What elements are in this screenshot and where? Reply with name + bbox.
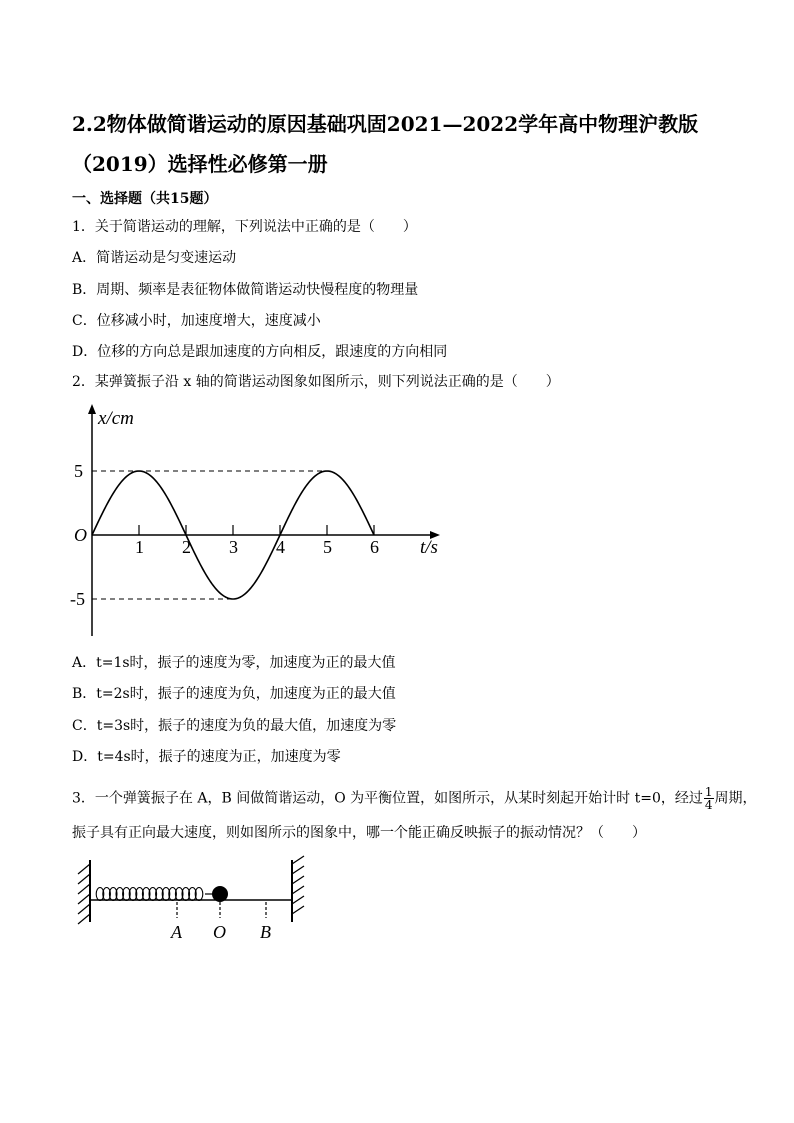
x-tick-label-2: 2	[182, 537, 191, 557]
x-axis-label: t/s	[420, 537, 438, 558]
question-2-option-d: D．t=4s时，振子的速度为正，加速度为零	[72, 749, 341, 765]
label-a: A	[171, 922, 182, 942]
question-3-stem-text: 3．一个弹簧振子在 A，B 间做简谐运动，O 为平衡位置，如图所示，从某时刻起开始计时 t=0，经过	[72, 790, 703, 807]
origin-label: O	[74, 525, 87, 545]
fraction-numerator: 1	[704, 785, 713, 799]
quarter-fraction	[704, 786, 714, 811]
spring-oscillator-figure	[70, 852, 310, 947]
question-2-option-c: C．t=3s时，振子的速度为负的最大值，加速度为零	[72, 718, 397, 734]
left-wall-hatching	[78, 864, 90, 924]
right-wall-hatching	[292, 856, 304, 914]
spring	[96, 888, 203, 901]
question-2-stem: 2．某弹簧振子沿 x 轴的简谐运动图象如图所示，则下列说法正确的是（ ）	[72, 374, 560, 390]
question-1-option-a: A．简谐运动是匀变速运动	[72, 250, 237, 266]
x-tick-label-3: 3	[229, 537, 238, 557]
question-1-stem: 1．关于简谐运动的理解，下列说法中正确的是（ ）	[72, 219, 417, 235]
question-3-stem-line1	[72, 786, 757, 811]
x-tick-label-1: 1	[135, 537, 144, 557]
displacement-time-chart	[70, 400, 450, 645]
question-3-stem-tail: 周期，	[714, 790, 757, 807]
x-tick-label-5: 5	[323, 537, 332, 557]
question-2-option-a: A．t=1s时，振子的速度为零，加速度为正的最大值	[72, 655, 396, 671]
y-axis-label: x/cm	[98, 408, 134, 429]
x-tick-label-6: 6	[370, 537, 379, 557]
y-tick-label-5: 5	[74, 461, 83, 481]
page-title: 2.2物体做简谐运动的原因基础巩固2021—2022学年高中物理沪教版（2019）选择性必修第一册	[72, 112, 699, 176]
y-tick-label-neg5: -5	[70, 589, 85, 609]
label-o: O	[213, 922, 226, 942]
fraction-denominator: 4	[704, 798, 713, 812]
question-2-option-b: B．t=2s时，振子的速度为负，加速度为正的最大值	[72, 686, 396, 702]
oscillator-ball	[212, 886, 228, 902]
question-1-option-c: C．位移减小时，加速度增大，速度减小	[72, 313, 321, 329]
question-1-option-b: B．周期、频率是表征物体做简谐运动快慢程度的物理量	[72, 282, 419, 298]
section-heading: 一、选择题（共15题）	[72, 191, 218, 207]
x-tick-label-4: 4	[276, 537, 285, 557]
label-b: B	[260, 922, 271, 942]
y-axis-arrow	[88, 404, 96, 414]
question-1-option-d: D．位移的方向总是跟加速度的方向相反，跟速度的方向相同	[72, 344, 448, 360]
question-3-stem-line2: 振子具有正向最大速度，则如图所示的图象中，哪一个能正确反映振子的振动情况？（ ）	[72, 825, 646, 841]
